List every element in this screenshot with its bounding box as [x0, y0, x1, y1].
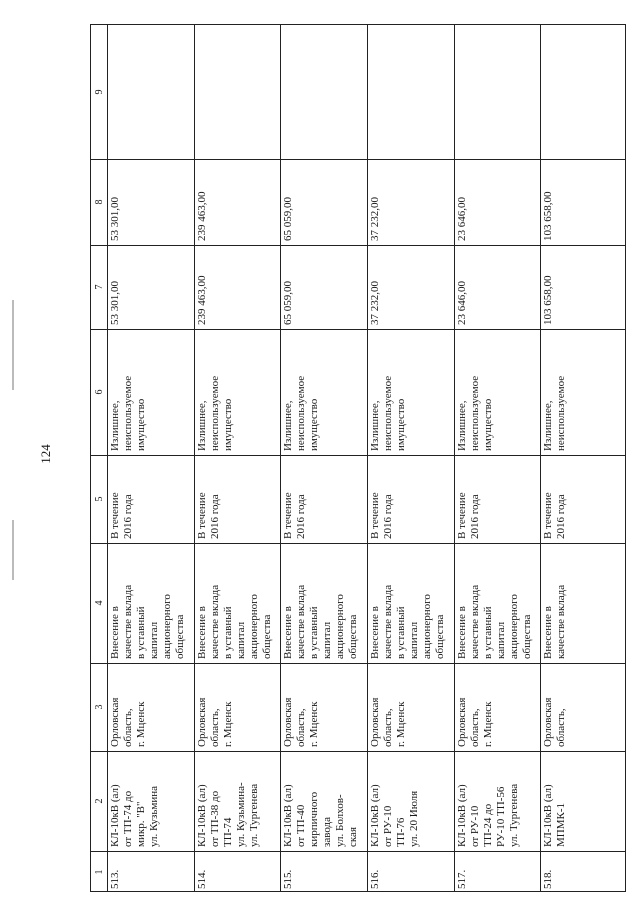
value-col7: 103 658,00: [542, 275, 555, 325]
location: Орловская область, г. Мценск: [369, 697, 407, 747]
column-number-header: 9: [94, 89, 105, 95]
location: Орловская область, г. Мценск: [109, 697, 147, 747]
location: Орловская область, г. Мценск: [195, 697, 234, 747]
row-number: 513.: [109, 869, 121, 889]
value-col7: 23 646,00: [455, 281, 468, 325]
disposal-method: Внесение в качестве вклада в уставный капитал акционерного общества: [282, 584, 360, 659]
term: В течение 2016 года: [369, 492, 394, 539]
value-col8: 239 463,00: [195, 191, 208, 241]
scan-artifact-mark: [12, 300, 14, 390]
column-number-header: 6: [94, 389, 105, 395]
reason: Излишнее, неиспользуемое имущество: [109, 375, 147, 451]
column-number-header: 2: [94, 798, 105, 804]
term: В течение 2016 года: [109, 492, 134, 539]
row-number: 514.: [195, 869, 208, 889]
value-col7: 53 301,00: [109, 281, 121, 325]
object-name: КЛ-10кВ (ал) от ТП-74 до микр. "В" ул. Кузьмина: [109, 784, 160, 847]
row-number: 517.: [455, 869, 468, 889]
page-number: 124: [37, 444, 53, 464]
disposal-method: Внесение в качестве вклада в уставный капитал акционерного общества: [369, 584, 446, 659]
value-col7: 37 232,00: [369, 281, 381, 325]
term: В течение 2016 года: [282, 492, 308, 539]
reason: Излишнее, неиспользуемое имущество: [195, 375, 234, 451]
object-name: КЛ-10кВ (ал) от ТП-40 кирпичного завода ул. Болхов- ская: [282, 784, 360, 847]
location: Орловская область, г. Мценск: [282, 697, 321, 747]
reason: Излишнее, неиспользуемое: [542, 375, 568, 451]
disposal-method: Внесение в качестве вклада: [542, 584, 568, 659]
scan-artifact-mark: [12, 520, 14, 580]
disposal-method: Внесение в качестве вклада в уставный капитал акционерного общества: [195, 584, 273, 659]
value-col8: 37 232,00: [369, 197, 381, 241]
row-number: 515.: [282, 869, 295, 889]
term: В течение 2016 года: [455, 492, 481, 539]
value-col8: 53 301,00: [109, 197, 121, 241]
rotated-table: [90, 24, 626, 892]
term: В течение 2016 года: [195, 492, 221, 539]
location: Орловская область,: [542, 697, 568, 747]
term: В течение 2016 года: [542, 492, 568, 539]
object-name: КЛ-10кВ (ал) от РУ-10 ТП-76 ул. 20 Июля: [369, 784, 420, 847]
reason: Излишнее, неиспользуемое имущество: [455, 375, 494, 451]
row-number: 516.: [369, 869, 381, 889]
object-name: КЛ-10кВ (ал) МПМК-1: [542, 784, 568, 847]
value-col9: [454, 25, 541, 159]
value-col8: 23 646,00: [455, 197, 468, 241]
value-col8: 65 059,00: [282, 197, 295, 241]
reason: Излишнее, неиспользуемое имущество: [282, 375, 321, 451]
value-col9: [194, 25, 281, 159]
value-col7: 65 059,00: [282, 281, 295, 325]
column-number-header: 8: [94, 199, 105, 205]
value-col8: 103 658,00: [542, 191, 555, 241]
column-number-header: 3: [94, 704, 105, 710]
column-number-header: 1: [94, 869, 105, 875]
disposal-method: Внесение в качестве вклада в уставный капитал акционерного общества: [109, 584, 186, 659]
value-col9: [280, 25, 367, 159]
disposal-method: Внесение в качестве вклада в уставный капитал акционерного общества: [455, 584, 533, 659]
row-number: 518.: [542, 869, 555, 889]
column-number-header: 4: [94, 600, 105, 606]
column-number-header: 7: [94, 284, 105, 290]
value-col9: [107, 25, 194, 159]
column-number-header: 5: [94, 496, 105, 502]
location: Орловская область, г. Мценск: [455, 697, 494, 747]
object-name: КЛ-10кВ (ал) от РУ-10 ТП-24 до РУ-10 ТП-56 ул. Тургенева: [455, 783, 520, 847]
value-col7: 239 463,00: [195, 275, 208, 325]
reason: Излишнее, неиспользуемое имущество: [369, 375, 407, 451]
value-col9: [540, 25, 627, 159]
object-name: КЛ-10кВ (ал) от ТП-38 до ТП-74 ул. Кузьмина- ул. Тургенева: [195, 782, 260, 847]
value-col9: [367, 25, 454, 159]
